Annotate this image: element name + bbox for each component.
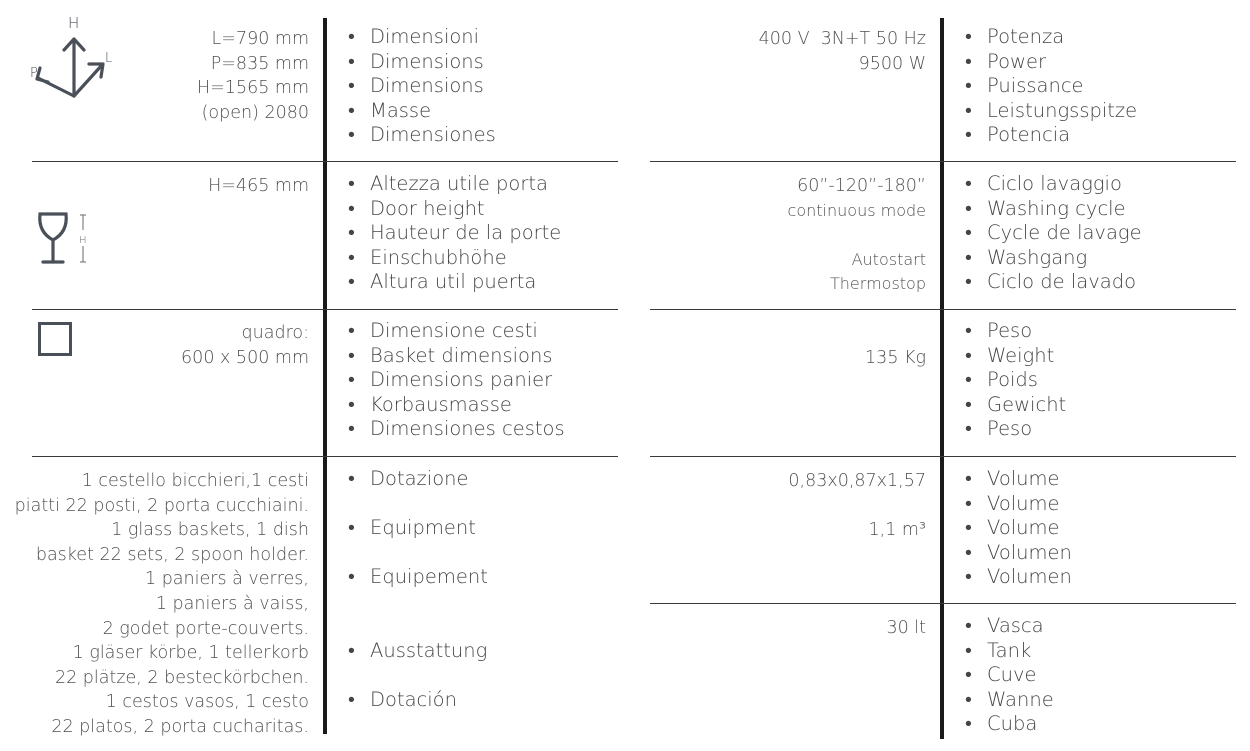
label-item: • Power [965, 50, 1137, 75]
wine-glass-height-icon [34, 210, 96, 268]
axis-h-label: H [68, 14, 80, 32]
value-line: 1 cestos vasos, 1 cesto [105, 692, 309, 713]
right-vertical-divider [940, 18, 944, 739]
label-item: • Dimensiones [348, 123, 496, 148]
label-item: • Peso [965, 319, 1066, 344]
row-divider [32, 161, 618, 162]
label-item: • Cuba [965, 712, 1054, 737]
label-item: • Volumen [965, 565, 1072, 590]
label-item: • Ciclo lavaggio [965, 172, 1142, 197]
label-item: • Hauteur de la porte [348, 221, 561, 246]
label-item: • Washing cycle [965, 197, 1142, 222]
label-item: • Gewicht [965, 393, 1066, 418]
glass-height-label: H [79, 235, 87, 246]
value-line: H=1565 mm [196, 78, 309, 99]
row-divider [650, 456, 1236, 457]
labels-power [965, 25, 1137, 148]
value-line: 1 glass baskets, 1 dish [111, 520, 309, 541]
label-item: • Vasca [965, 614, 1054, 639]
value-line: 22 plätze, 2 besteckörbchen. [54, 667, 309, 688]
basket-square-icon [38, 322, 72, 356]
row-divider [650, 309, 1236, 310]
label-item: • Door height [348, 197, 561, 222]
row-divider [32, 309, 618, 310]
value-weight [865, 346, 926, 371]
label-item: • Poids [965, 368, 1066, 393]
label-item: • Masse [348, 99, 496, 124]
label-item: • Wanne [965, 688, 1054, 713]
label-item: • Dimensions [348, 50, 496, 75]
row-divider [32, 456, 618, 457]
label-item: • Dimensions panier [348, 368, 565, 393]
label-item: • Korbausmasse [348, 393, 565, 418]
value-equipment [15, 469, 309, 740]
row-divider [650, 161, 1236, 162]
value-washing-cycle [788, 174, 926, 297]
label-item: • Dimensione cesti [348, 319, 565, 344]
left-vertical-divider [323, 18, 327, 734]
value-line: continuous mode [787, 200, 926, 220]
label-item: • Leistungsspitze [965, 99, 1137, 124]
label-item: • Dimensiones cestos [348, 417, 565, 442]
labels-volume [965, 467, 1072, 590]
value-line: 2 godet porte-couverts. [102, 618, 309, 639]
value-line [788, 223, 926, 248]
value-line: H=465 mm [208, 176, 309, 196]
value-line: P=835 mm [210, 53, 309, 74]
value-line: L=790 mm [211, 29, 309, 49]
label-item: • Peso [965, 417, 1066, 442]
label-item: • Altura util puerta [348, 270, 561, 295]
label-item: • Volumen [965, 541, 1072, 566]
label-item: • Equipment [348, 516, 476, 541]
label-item: • Einschubhöhe [348, 246, 561, 271]
labels-tank [965, 614, 1054, 737]
value-line: 1,1 m³ [868, 520, 926, 540]
label-item: • Dotazione [348, 467, 468, 492]
axis-p-label: P [30, 66, 38, 81]
label-item: • Basket dimensions [348, 344, 565, 369]
value-dimensions [197, 27, 309, 125]
value-tank [886, 616, 926, 641]
labels-weight [965, 319, 1066, 442]
value-line: 135 Kg [865, 348, 926, 368]
labels-dimensions [348, 25, 496, 148]
value-line: Autostart [851, 249, 926, 269]
label-item: • Puissance [965, 74, 1137, 99]
label-item: • Altezza utile porta [348, 172, 561, 197]
value-line: piatti 22 posti, 2 porta cucchiaini. [14, 495, 309, 516]
value-line: basket 22 sets, 2 spoon holder. [35, 544, 309, 565]
label-item: • Cuve [965, 663, 1054, 688]
row-divider [650, 603, 1236, 604]
value-line: 22 platos, 2 porta cucharitas. [51, 716, 309, 737]
value-line: 60”-120”-180” [797, 176, 926, 196]
value-line: 0,83x0,87x1,57 [788, 471, 926, 491]
labels-washing-cycle [965, 172, 1142, 295]
label-item: • Dimensioni [348, 25, 496, 50]
label-item: • Volume [965, 516, 1072, 541]
value-line: (open) 2080 [201, 102, 309, 123]
value-basket-dimensions [181, 321, 309, 370]
labels-basket-dimensions [348, 319, 565, 442]
value-line: 600 x 500 mm [181, 347, 309, 368]
value-door-height [208, 174, 309, 199]
label-item: • Equipement [348, 565, 488, 590]
value-line: 1 paniers à vaiss, [155, 593, 309, 614]
label-item: • Potenza [965, 25, 1137, 50]
value-power [759, 27, 926, 76]
value-volume [788, 469, 926, 540]
axis-l-label: L [105, 51, 113, 66]
label-item: • Weight [965, 344, 1066, 369]
dimensions-axes-icon [26, 10, 118, 102]
value-line [788, 494, 926, 519]
label-item: • Tank [965, 639, 1054, 664]
label-item: • Volume [965, 467, 1072, 492]
value-line: 30 lt [886, 618, 926, 638]
label-item: • Washgang [965, 246, 1142, 271]
label-item: • Volume [965, 492, 1072, 517]
label-item: • Dotación [348, 688, 457, 713]
value-line: 400 V 3N+T 50 Hz [758, 29, 926, 49]
label-item: • Dimensions [348, 74, 496, 99]
value-line: 1 paniers à verres, [145, 569, 309, 590]
labels-door-height [348, 172, 561, 295]
value-line: quadro: [241, 323, 309, 343]
label-item: • Ausstattung [348, 639, 487, 664]
label-item: • Cycle de lavage [965, 221, 1142, 246]
value-line: 9500 W [858, 53, 926, 74]
value-line: 1 cestello bicchieri,1 cesti [81, 471, 309, 491]
label-item: • Potencia [965, 123, 1137, 148]
label-item: • Ciclo de lavado [965, 270, 1142, 295]
value-line: Thermostop [830, 274, 926, 294]
value-line: 1 gläser körbe, 1 tellerkorb [72, 643, 309, 664]
